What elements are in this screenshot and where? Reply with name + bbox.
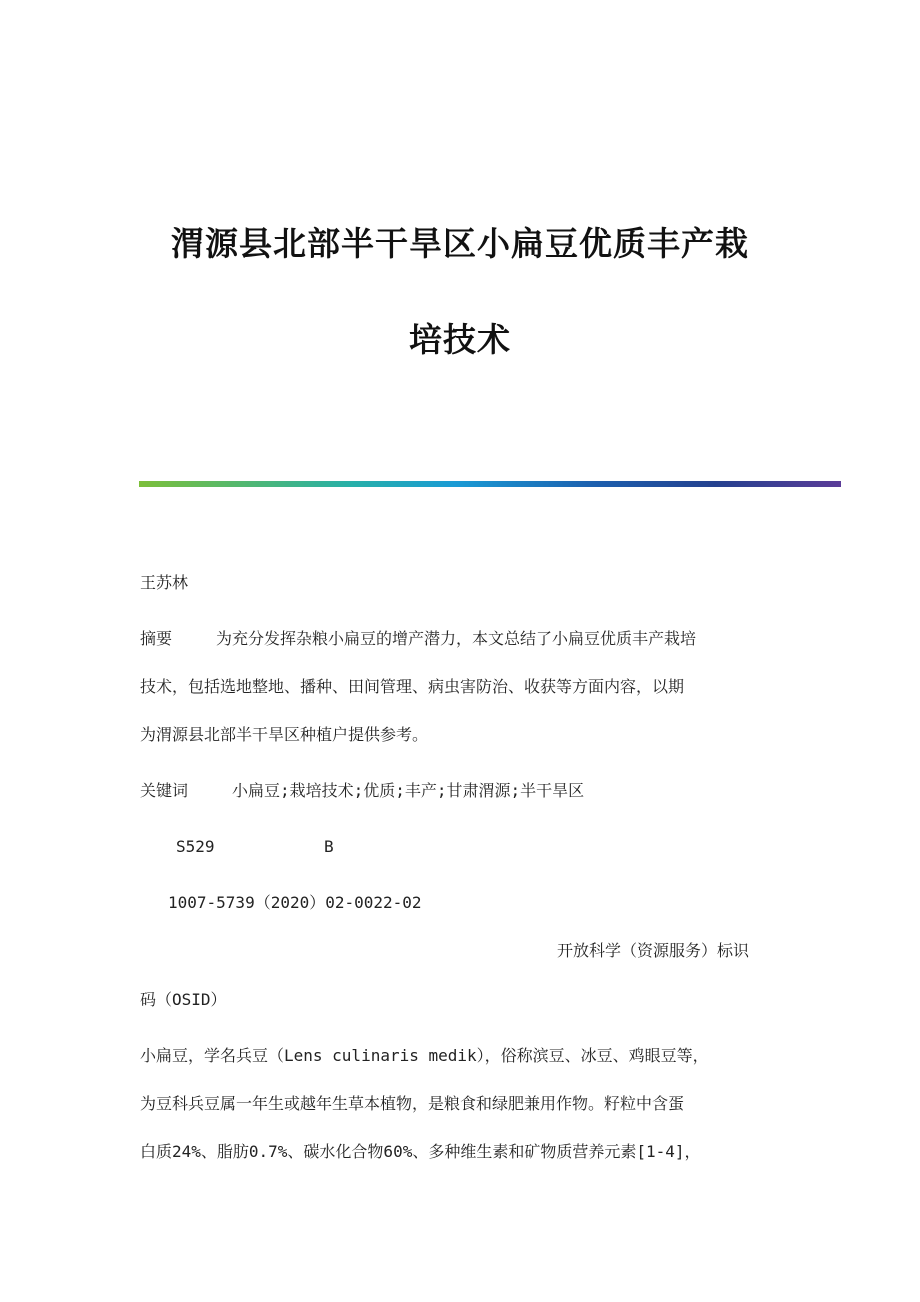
osid-label-line-1: 开放科学（资源服务）标识 xyxy=(557,941,750,960)
abstract-label: 摘要 xyxy=(140,629,173,648)
clc-number: S529 xyxy=(176,837,215,856)
abstract-line-2: 技术，包括选地整地、播种、田间管理、病虫害防治、收获等方面内容，以期 xyxy=(140,677,685,696)
article-id: 1007-5739（2020）02-0022-02 xyxy=(168,893,422,912)
gradient-divider xyxy=(139,481,841,487)
abstract-line-1 xyxy=(140,626,696,649)
body-line-2: 为豆科兵豆属一年生或越年生草本植物，是粮食和绿肥兼用作物。籽粒中含蛋 xyxy=(140,1094,685,1113)
document-code: B xyxy=(324,837,334,856)
keywords-text: 小扁豆;栽培技术;优质;丰产;甘肃渭源;半干旱区 xyxy=(232,781,585,800)
body-line-3: 白质24%、脂肪0.7%、碳水化合物60%、多种维生素和矿物质营养元素[1-4]， xyxy=(140,1142,701,1161)
author: 王苏林 xyxy=(140,573,189,592)
abstract-text-1: 为充分发挥杂粮小扁豆的增产潜力，本文总结了小扁豆优质丰产栽培 xyxy=(216,629,697,648)
keywords-line xyxy=(140,778,584,801)
title-line-1: 渭源县北部半干旱区小扁豆优质丰产栽 xyxy=(171,224,749,263)
body-line-1: 小扁豆，学名兵豆（Lens culinaris medik），俗称滨豆、冰豆、鸡眼豆等， xyxy=(140,1046,709,1065)
title-line-2: 培技术 xyxy=(409,320,511,359)
keywords-label: 关键词 xyxy=(140,781,189,800)
osid-label-line-2: 码（OSID） xyxy=(140,990,227,1009)
abstract-line-3: 为渭源县北部半干旱区种植户提供参考。 xyxy=(140,725,429,744)
